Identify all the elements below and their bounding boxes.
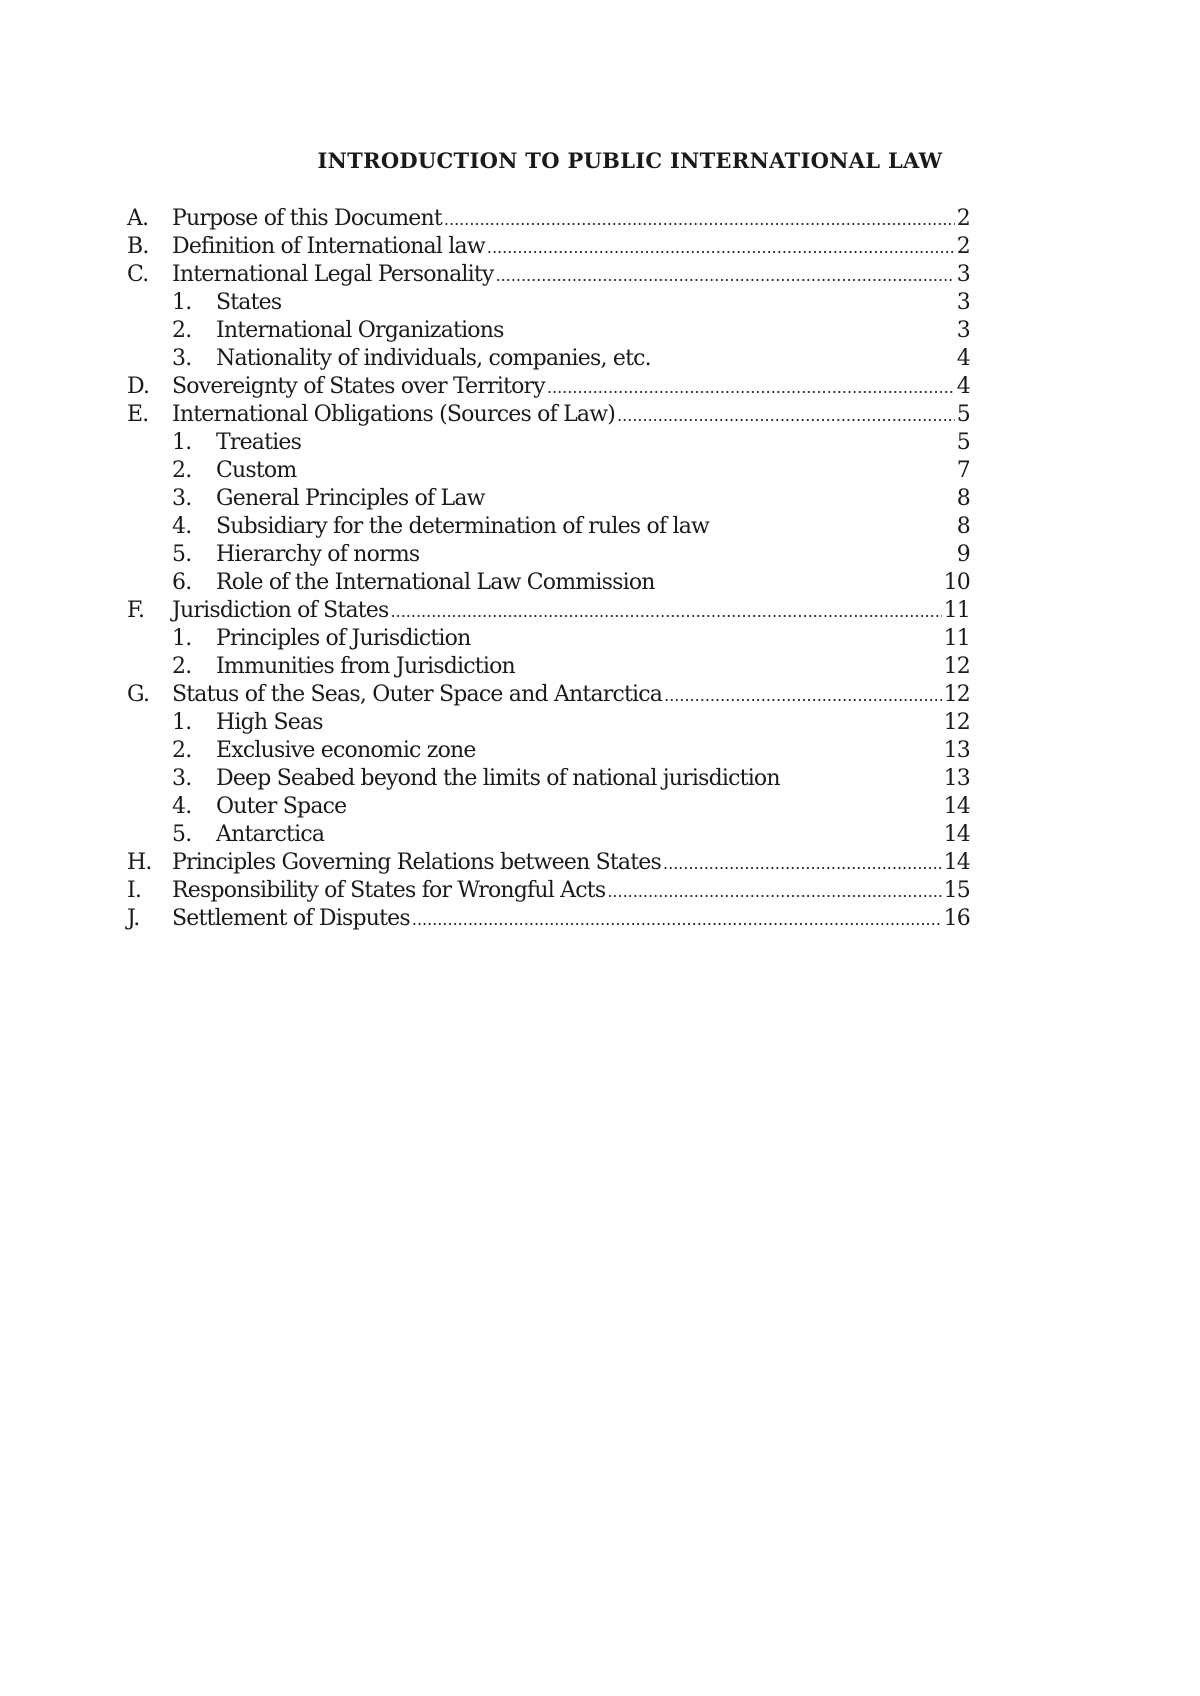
dot-leader [664, 682, 941, 710]
toc-entry-title: Custom [216, 458, 297, 483]
toc-page-number: 7 [956, 458, 970, 483]
toc-page-number: 14 [943, 850, 970, 875]
dot-leader [444, 206, 955, 234]
toc-page-number: 11 [943, 626, 970, 651]
toc-subentry-antarctica[interactable] [127, 821, 970, 849]
toc-page-number: 5 [956, 430, 970, 455]
toc-subentry-hierarchy[interactable] [127, 541, 970, 569]
toc-marker: B. [127, 234, 149, 259]
toc-page-number: 4 [956, 374, 970, 399]
toc-page-number: 2 [956, 206, 970, 231]
toc-entry-title: Exclusive economic zone [216, 738, 476, 763]
toc-page-number: 11 [943, 598, 970, 623]
toc-entry-title: Settlement of Disputes [172, 906, 410, 931]
toc-page-number: 2 [956, 234, 970, 259]
toc-entry-title: Hierarchy of norms [216, 542, 420, 567]
toc-entry-relations[interactable] [127, 849, 970, 877]
toc-entry-title: High Seas [216, 710, 323, 735]
toc-entry-title: International Legal Personality [172, 262, 494, 287]
toc-entry-title: Outer Space [216, 794, 347, 819]
dot-leader [663, 850, 942, 878]
toc-entry-title: Nationality of individuals, companies, etc. [216, 346, 651, 371]
toc-subentry-high-seas[interactable] [127, 709, 970, 737]
toc-entry-purpose[interactable] [127, 205, 970, 233]
toc-marker: 1. [172, 430, 192, 455]
toc-page-number: 13 [943, 738, 970, 763]
toc-page-number: 8 [956, 514, 970, 539]
toc-marker: 5. [172, 822, 192, 847]
toc-subentry-eez[interactable] [127, 737, 970, 765]
toc-page-number: 14 [943, 822, 970, 847]
toc-entry-title: Treaties [216, 430, 302, 455]
toc-entry-title: Status of the Seas, Outer Space and Antarctica [172, 682, 663, 707]
toc-marker: J. [127, 906, 140, 931]
toc-page-number: 4 [956, 346, 970, 371]
toc-entry-title: Definition of International law [172, 234, 485, 259]
toc-marker: 2. [172, 318, 192, 343]
dot-leader [547, 374, 955, 402]
dot-leader [412, 906, 942, 934]
toc-subentry-deep-seabed[interactable] [127, 765, 970, 793]
toc-marker: 3. [172, 486, 192, 511]
toc-marker: 4. [172, 514, 192, 539]
toc-entry-title: Sovereignty of States over Territory [172, 374, 545, 399]
toc-entry-title: Role of the International Law Commission [216, 570, 655, 595]
toc-entry-title: International Obligations (Sources of Law) [172, 402, 616, 427]
toc-entry-obligations[interactable] [127, 401, 970, 429]
toc-entry-title: Subsidiary for the determination of rules of law [216, 514, 710, 539]
toc-page-number: 15 [943, 878, 970, 903]
toc-page-number: 13 [943, 766, 970, 791]
toc-entry-title: Principles of Jurisdiction [216, 626, 471, 651]
document-title: INTRODUCTION TO PUBLIC INTERNATIONAL LAW [317, 148, 943, 173]
toc-page-number: 12 [943, 710, 970, 735]
toc-subentry-international-organizations[interactable] [127, 317, 970, 345]
toc-marker: 3. [172, 346, 192, 371]
toc-marker: 6. [172, 570, 192, 595]
dot-leader [391, 598, 942, 626]
toc-subentry-outer-space[interactable] [127, 793, 970, 821]
toc-subentry-immunities[interactable] [127, 653, 970, 681]
toc-marker: 3. [172, 766, 192, 791]
toc-marker: A. [127, 206, 149, 231]
toc-page-number: 8 [956, 486, 970, 511]
toc-marker: 1. [172, 290, 192, 315]
toc-entry-jurisdiction[interactable] [127, 597, 970, 625]
dot-leader [496, 262, 955, 290]
toc-page-number: 12 [943, 682, 970, 707]
toc-page-number: 3 [956, 262, 970, 287]
toc-marker: 1. [172, 710, 192, 735]
toc-page-number: 12 [943, 654, 970, 679]
toc-entry-title: Principles Governing Relations between States [172, 850, 662, 875]
toc-page-number: 14 [943, 794, 970, 819]
toc-page-number: 10 [943, 570, 970, 595]
toc-entry-title: International Organizations [216, 318, 504, 343]
toc-entry-sovereignty[interactable] [127, 373, 970, 401]
toc-marker: F. [127, 598, 145, 623]
toc-page-number: 3 [956, 290, 970, 315]
toc-marker: E. [127, 402, 149, 427]
toc-entry-title: Purpose of this Document [172, 206, 442, 231]
dot-leader [617, 402, 955, 430]
toc-marker: I. [127, 878, 142, 903]
toc-page-number: 3 [956, 318, 970, 343]
toc-entry-title: Deep Seabed beyond the limits of national jurisdiction [216, 766, 780, 791]
table-of-contents [127, 205, 970, 933]
toc-subentry-principles-jurisdiction[interactable] [127, 625, 970, 653]
toc-entry-responsibility[interactable] [127, 877, 970, 905]
toc-subentry-treaties[interactable] [127, 429, 970, 457]
toc-entry-title: Antarctica [216, 822, 325, 847]
toc-page-number: 9 [956, 542, 970, 567]
toc-entry-title: Responsibility of States for Wrongful Acts [172, 878, 606, 903]
toc-marker: 2. [172, 654, 192, 679]
toc-entry-definition[interactable] [127, 233, 970, 261]
toc-subentry-subsidiary[interactable] [127, 513, 970, 541]
toc-subentry-general-principles[interactable] [127, 485, 970, 513]
toc-entry-settlement[interactable] [127, 905, 970, 933]
toc-entry-title: Immunities from Jurisdiction [216, 654, 515, 679]
toc-entry-legal-personality[interactable] [127, 261, 970, 289]
toc-subentry-nationality[interactable] [127, 345, 970, 373]
dot-leader [487, 234, 955, 262]
toc-page-number: 16 [943, 906, 970, 931]
toc-subentry-states[interactable] [127, 289, 970, 317]
dot-leader [607, 878, 941, 906]
toc-marker: D. [127, 374, 150, 399]
toc-entry-title: General Principles of Law [216, 486, 485, 511]
toc-entry-title: States [216, 290, 282, 315]
toc-marker: 1. [172, 626, 192, 651]
toc-marker: 2. [172, 738, 192, 763]
toc-page-number: 5 [956, 402, 970, 427]
toc-marker: C. [127, 262, 149, 287]
toc-entry-title: Jurisdiction of States [172, 598, 389, 623]
toc-marker: 4. [172, 794, 192, 819]
toc-entry-status-seas[interactable] [127, 681, 970, 709]
toc-marker: 2. [172, 458, 192, 483]
toc-marker: 5. [172, 542, 192, 567]
toc-subentry-ilc[interactable] [127, 569, 970, 597]
toc-marker: G. [127, 682, 150, 707]
toc-subentry-custom[interactable] [127, 457, 970, 485]
toc-marker: H. [127, 850, 152, 875]
